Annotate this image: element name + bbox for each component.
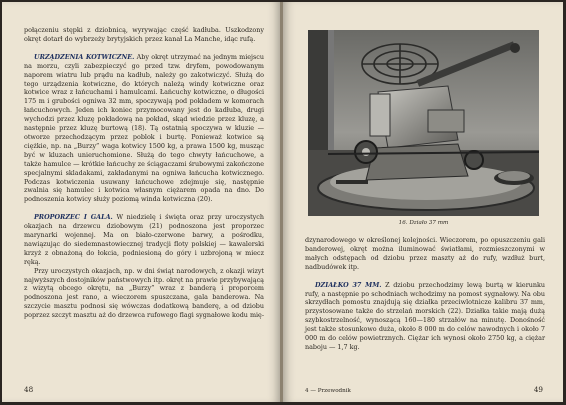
gala-continuation: dzynarodowego w określonej kolejności. Wieczorem, po opuszczeniu gali banderowej, okręt można iluminować światłami, rozmieszczonymi w małych odstępach od dziobu przez maszty aż do rufy, wzdłuż burt, nadbudówek itp.: [305, 236, 545, 271]
pennant-section: [24, 213, 264, 266]
gun-photograph: [308, 30, 539, 216]
book-spread: [2, 2, 563, 402]
right-page: [283, 2, 563, 402]
anti-aircraft-gun-image: [308, 30, 539, 216]
gun-section: [305, 281, 545, 352]
gala-paragraph: Przy uroczystych okazjach, np. w dni świąt narodowych, z okazji wizyt najwyższych dostojników państwowych itp. okręt na prawie przybywającą z wizytą obcego okrętu, na „Burzy” wraz z banderą i proporcem podnoszona jest rano, a wieczorem spuszczana, gala banderowa. Na szczycie masztu podnosi się wówczas dodatkową banderę, a od dziobu poprzez szczyt masztu aż do drzewca rufowego flagi sygnałowe kodu mię-: [24, 266, 264, 320]
opening-paragraph: połączeniu stępki z dziobnicą, wyrywając część kadłuba. Uszkodzony okręt dotarł do wybrzeży brytyjskich przez kanał La Manche, idąc rufą.: [24, 26, 264, 43]
right-text-column: [305, 236, 545, 352]
pennant-heading: PROPORZEC I GALA.: [34, 213, 113, 222]
page-footer-signature: 4 — Przewodnik: [305, 388, 351, 394]
gun-body: Z dziobu przechodzimy lewą burtą w kierunku rufy, a następnie po schodniach wchodzimy na pomost sygnałowy. Na obu skrzydłach pomostu znajdują się działka przeciwlotnicze kalibru 37 mm, przystosowane także do strzelań morskich (22). Działka takie mają dużą szybkostrzelność, wynoszącą 160—180 strzałów na minutę. Donośność jest także stosunkowo duża, około 8 000 m do celów nawodnych i około 7 000 m do celów powietrznych. Ciężar ich wynosi około 2750 kg, a ciężar naboju — 1,7 kg.: [305, 280, 545, 351]
gun-heading: DZIAŁKO 37 MM.: [315, 280, 382, 289]
page-number-left: 48: [24, 385, 34, 394]
anchor-heading: URZĄDZENIA KOTWICZNE.: [34, 52, 135, 61]
photo-caption: 16. Działo 37 mm: [398, 220, 449, 226]
anchor-section: [24, 53, 264, 204]
left-text-column: [24, 26, 264, 320]
page-number-right: 49: [533, 385, 543, 394]
anchor-body: Aby okręt utrzymać na jednym miejscu na morzu, czyli zabezpieczyć go przed tzw. dryfem, powodowanym naporem wiatru lub prądu na kadłub, należy go zakotwiczyć. Służą do tego urządzenia kotwiczne, do których należą windy kotwiczne oraz kotwice wraz z łańcuchami i hamulcami. Łańcuchy kotwiczne, o długości 175 m i grubości ogniwa 32 mm, spoczywają pod pokładem w komorach łańcuchowych. Jeden ich koniec przymocowany jest do kadłuba, drugi wychodzi przez kluzę pokładową na pokład, skąd wiedzie przez kluzę, a następnie przez kluzę burtową (18). Tą ostatnią spoczywa w kluzie — otworze przechodzącym przez poblok i burtę. Ponieważ kotwice są ciężkie, np. na „Burzy” waga kotwicy 1500 kg, a prawa 1500 kg, musząc być w kluzach unieruchomione. Służą do tego chwyty łańcuchowe, a także hamulce — krótkie łańcuchy ze ściągaczami śrubowymi zakończone specjalnymi skladakami, zakładanymi na ogniwa łańcucha kotwicznego. Podczas kotwiczenia usuwany łańcuchowe zdejmuje się, następnie zwalnia się hamulec i kotwica własnym ciężarem opada na dno. Do podnoszenia kotwicy służy poziomą winda kotwiczna (20).: [24, 52, 264, 204]
pennant-body: W niedzielę i święta oraz przy uroczystych okazjach na drzewcu dziobowym (21) podnoszona jest proporzec marynarki wojennej. Ma on biało-czerwone barwy, a pośrodku, nawiązując do siedemnastowiecznej tradycji floty polskiej — kawalerski krzyż z obnażoną do łokcia, podniesioną do góry i uzbrojoną w miecz ręką.: [24, 213, 264, 266]
left-page: [2, 2, 281, 402]
